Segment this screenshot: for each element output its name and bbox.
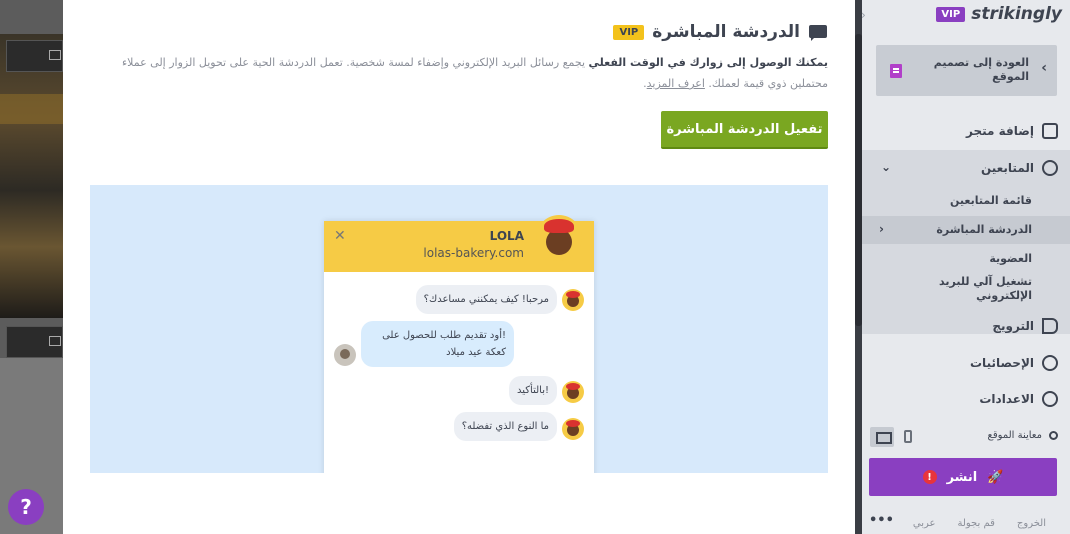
widget-name: LOLA — [489, 229, 524, 243]
avatar — [562, 418, 584, 440]
avatar — [536, 215, 582, 261]
description-text: يجمع رسائل البريد الإلكتروني وإضفاء لمسة شخصية. تعمل الدردشة الحية على تحويل الزوار إلى عملاء محتملين ذوي قيمة لعملك. — [122, 56, 828, 90]
chevron-left-icon: ‹ — [1041, 60, 1047, 76]
scrollbar[interactable] — [855, 0, 862, 534]
description-end: . — [643, 77, 647, 90]
sidebar-item-followers[interactable] — [868, 156, 1058, 180]
avatar — [562, 289, 584, 311]
alert-icon: ! — [923, 470, 937, 484]
chat-message: !بالتأكيد — [509, 376, 557, 405]
live-chat-modal — [63, 0, 855, 534]
back-to-design-button[interactable] — [876, 45, 1057, 96]
desktop-preview-button[interactable] — [870, 427, 894, 447]
chat-message: مرحبا! كيف يمكنني مساعدك؟ — [416, 285, 557, 314]
sidebar-item-live-chat[interactable]: الدردشة المباشرة — [936, 223, 1032, 236]
scrollbar-thumb[interactable] — [855, 34, 862, 326]
vip-badge: VIP — [936, 7, 965, 22]
pie-chart-icon — [1042, 355, 1058, 371]
gear-icon — [1042, 391, 1058, 407]
sidebar-item-promotion[interactable] — [868, 314, 1058, 338]
modal-header — [613, 18, 828, 46]
modal-description — [88, 52, 828, 94]
chat-widget — [324, 221, 594, 473]
avatar — [334, 344, 356, 366]
background-photo — [0, 34, 63, 318]
mobile-preview-button[interactable] — [904, 430, 912, 443]
preview-label[interactable]: معاينة الموقع — [987, 430, 1042, 441]
description-highlight: يمكنك الوصول إلى زوارك في الوقت الفعلي — [588, 56, 828, 69]
chat-preview — [90, 185, 828, 473]
activate-live-chat-button[interactable]: تفعيل الدردشة المباشرة — [661, 111, 828, 149]
sidebar-item-add-store[interactable] — [868, 119, 1058, 143]
users-icon — [1042, 160, 1058, 176]
avatar — [562, 381, 584, 403]
widget-header — [324, 221, 594, 272]
more-icon[interactable]: ••• — [869, 513, 894, 528]
sidebar-item-label: إضافة متجر — [966, 124, 1034, 138]
learn-more-link[interactable]: اعرف المزيد — [646, 77, 705, 90]
sidebar-footer — [862, 512, 1070, 534]
chevron-right-icon: › — [879, 222, 884, 236]
sidebar-item-statistics[interactable] — [868, 351, 1058, 375]
site-preview-row — [868, 427, 1058, 447]
rocket-icon: 🚀 — [987, 469, 1004, 485]
sidebar-item-followers-list[interactable]: قائمة المتابعين — [950, 194, 1032, 207]
sidebar-item-settings[interactable] — [868, 387, 1058, 411]
language-link[interactable]: عربي — [912, 517, 936, 529]
chat-icon — [808, 23, 828, 41]
sidebar-item-label: الترويج — [992, 319, 1034, 333]
megaphone-icon — [1042, 318, 1058, 334]
sidebar-item-label: الإحصائيات — [970, 356, 1034, 370]
chevron-right-icon[interactable]: › — [861, 8, 866, 22]
chat-message: !أود تقديم طلب للحصول على كعكة عيد ميلاد — [361, 321, 514, 367]
publish-label: انشر — [946, 469, 978, 485]
publish-button[interactable] — [869, 458, 1057, 496]
image-thumbnail[interactable] — [6, 326, 63, 358]
sidebar-item-label: الاعدادات — [979, 392, 1034, 406]
tour-link[interactable]: قم بجولة — [957, 517, 995, 529]
modal-title: الدردشة المباشرة — [652, 22, 800, 42]
chevron-down-icon[interactable]: ⌄ — [881, 160, 892, 174]
sidebar-item-label: المتابعين — [980, 161, 1034, 175]
chat-message: ما النوع الذي تفضله؟ — [454, 412, 557, 441]
close-icon: ✕ — [334, 228, 346, 244]
sidebar-item-membership[interactable]: العضوية — [989, 252, 1032, 265]
sidebar — [855, 0, 1070, 534]
image-thumbnail[interactable] — [6, 40, 63, 72]
back-label: العودة إلى تصميم الموقع — [933, 56, 1029, 83]
vip-badge: VIP — [613, 25, 644, 40]
store-icon — [1042, 123, 1058, 139]
widget-site: lolas-bakery.com — [423, 246, 524, 260]
page-icon — [890, 64, 902, 78]
image-icon — [49, 50, 61, 60]
search-icon — [1049, 431, 1058, 440]
help-button[interactable]: ? — [8, 489, 44, 525]
logout-link[interactable]: الخروج — [1016, 517, 1046, 529]
sidebar-item-email-automation[interactable]: تشغيل آلي للبريد الإلكتروني — [939, 275, 1032, 302]
image-icon — [49, 336, 61, 346]
logo-text: strikingly — [971, 4, 1062, 24]
logo — [936, 4, 1062, 24]
